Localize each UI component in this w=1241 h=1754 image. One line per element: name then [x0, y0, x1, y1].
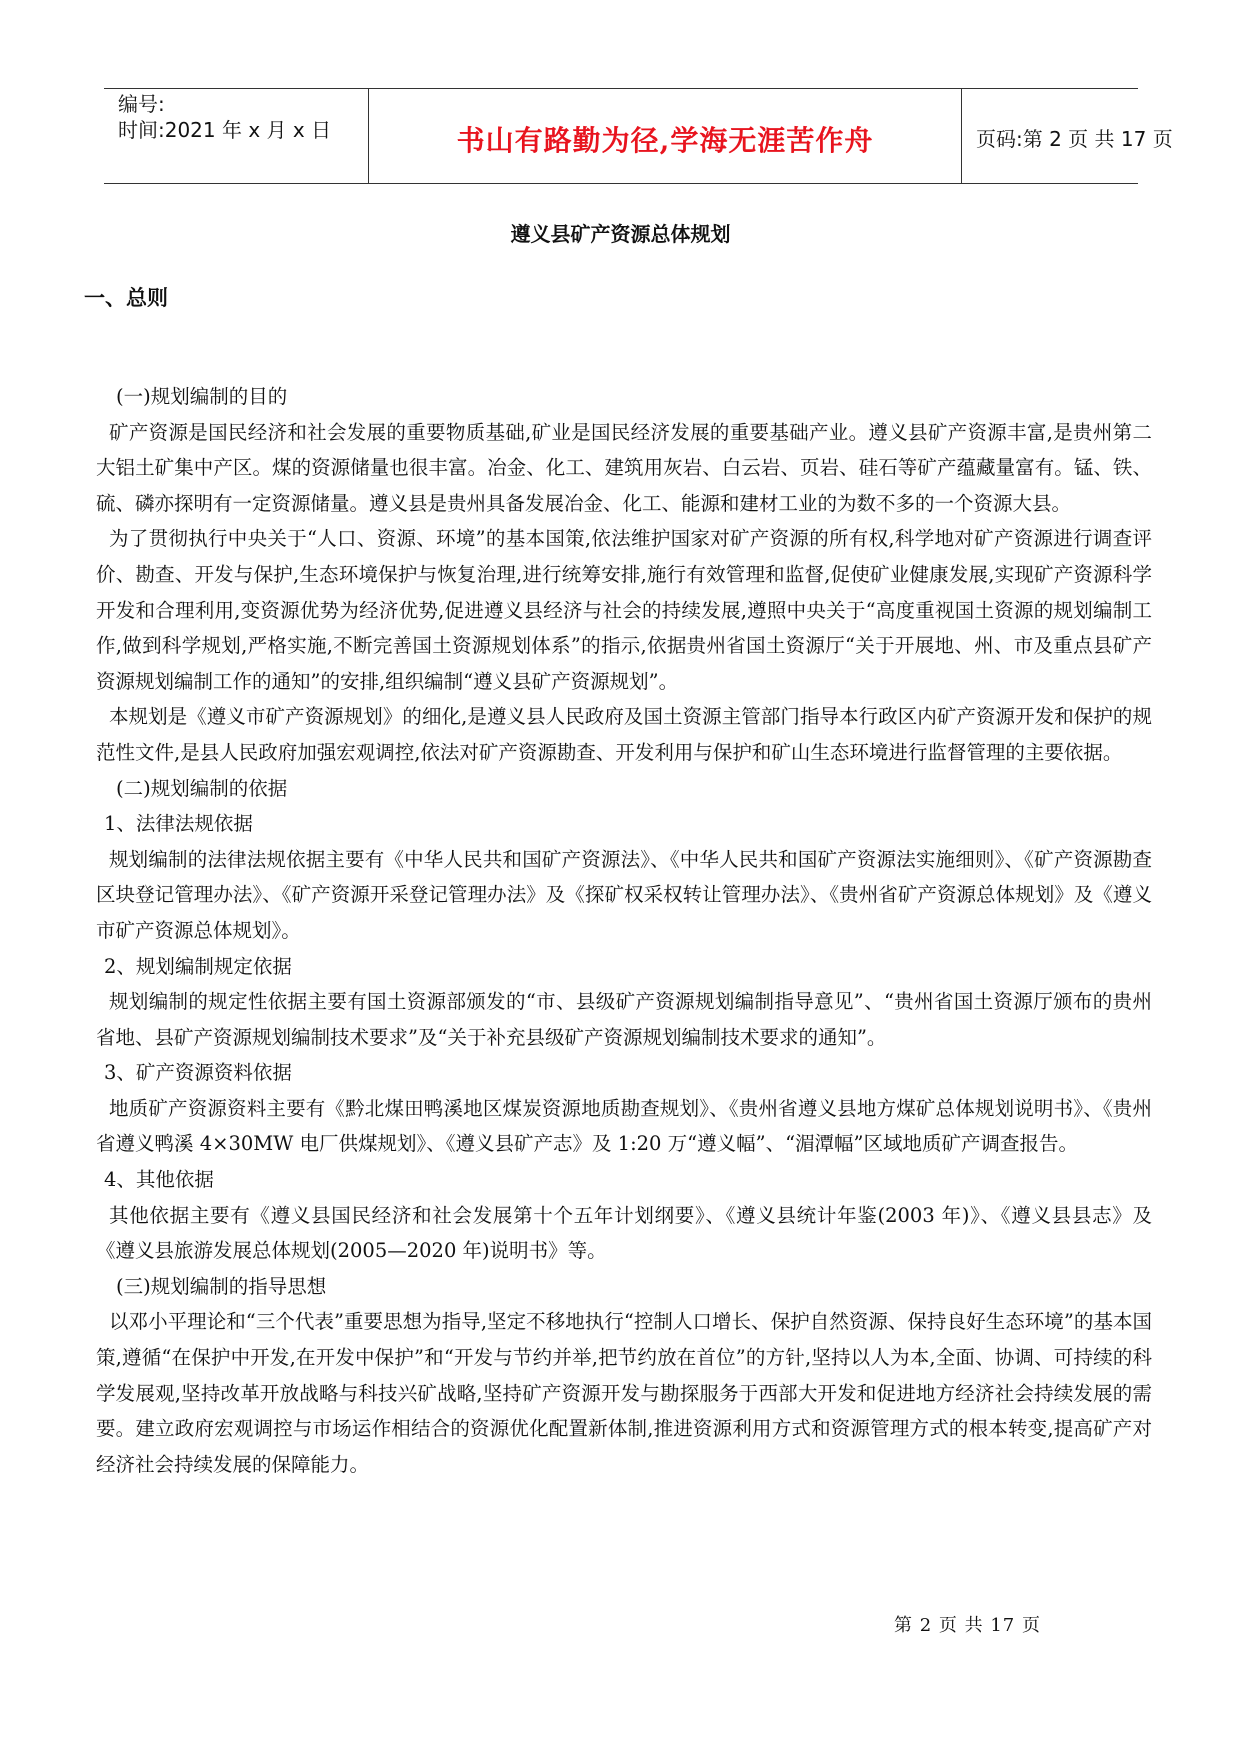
numbered-heading: 3、矿产资源资料依据	[104, 1061, 292, 1085]
paragraph: 以邓小平理论和“三个代表”重要思想为指导,坚定不移地执行“控制人口增长、保护自然资源、保持良好生态环境”的基本国策,遵循“在保护中开发,在开发中保护”和“开发与节约并举,把节约放在首位”的方针,坚持以人为本,全面、协调、可持续的科学发展观,坚持改革开放战略与科技兴矿战略,坚持矿产资源开发与勘探服务于西部大开发和促进地方经济社会持续发展的需要。建立政府宏观调控与市场运作相结合的资源优化配置新体制,推进资源利用方式和资源管理方式的根本转变,提高矿产对经济社会持续发展的保障能力。	[96, 1310, 1152, 1476]
subheading: (二)规划编制的依据	[116, 776, 288, 800]
paragraph: 规划编制的法律法规依据主要有《中华人民共和国矿产资源法》、《中华人民共和国矿产资源法实施细则》、《矿产资源勘查区块登记管理办法》、《矿产资源开采登记管理办法》及《探矿权采权转让管理办法》、《贵州省矿产资源总体规划》及《遵义市矿产资源总体规划》。	[96, 847, 1152, 942]
numbered-heading: 2、规划编制规定依据	[104, 954, 292, 978]
numbered-heading: 4、其他依据	[104, 1168, 214, 1192]
document-body	[96, 379, 1152, 1482]
paragraph: 矿产资源是国民经济和社会发展的重要物质基础,矿业是国民经济发展的重要基础产业。遵义县矿产资源丰富,是贵州第二大铝土矿集中产区。煤的资源储量也很丰富。冶金、化工、建筑用灰岩、白云岩、页岩、硅石等矿产蕴藏量富有。锰、铁、硫、磷亦探明有一定资源储量。遵义县是贵州具备发展冶金、化工、能源和建材工业的为数不多的一个资源大县。	[96, 420, 1152, 515]
header-page-cell	[962, 89, 1173, 183]
subheading: (一)规划编制的目的	[116, 385, 288, 408]
paragraph: 地质矿产资源资料主要有《黔北煤田鸭溪地区煤炭资源地质勘查规划》、《贵州省遵义县地方煤矿总体规划说明书》、《贵州省遵义鸭溪 4×30MW 电厂供煤规划》、《遵义县矿产志》及 1:20 万“遵义幅”、“湄潭幅”区域地质矿产调查报告。	[96, 1096, 1152, 1156]
subheading: (三)规划编制的指导思想	[116, 1274, 327, 1298]
paragraph: 为了贯彻执行中央关于“人口、资源、环境”的基本国策,依法维护国家对矿产资源的所有权,科学地对矿产资源进行调查评价、勘查、开发与保护,生态环境保护与恢复治理,进行统筹安排,施行有效管理和监督,促使矿业健康发展,实现矿产资源科学开发和合理利用,变资源优势为经济优势,促进遵义县经济与社会的持续发展,遵照中央关于“高度重视国土资源的规划编制工作,做到科学规划,严格实施,不断完善国土资源规划体系”的指示,依据贵州省国土资源厅“关于开展地、州、市及重点县矿产资源规划编制工作的通知”的安排,组织编制“遵义县矿产资源规划”。	[96, 527, 1152, 693]
document-header	[104, 88, 1173, 184]
header-motto: 书山有路勤为径,学海无涯苦作舟	[456, 124, 874, 157]
header-page-code: 页码:第 2 页 共 17 页	[976, 127, 1173, 151]
header-meta-cell	[104, 89, 369, 183]
paragraph: 规划编制的规定性依据主要有国土资源部颁发的“市、县级矿产资源规划编制指导意见”、“贵州省国土资源厅颁布的贵州省地、县矿产资源规划编制技术要求”及“关于补充县级矿产资源规划编制技术要求的通知”。	[96, 990, 1152, 1049]
document-title: 遵义县矿产资源总体规划	[510, 222, 731, 246]
paragraph: 其他依据主要有《遵义县国民经济和社会发展第十个五年计划纲要》、《遵义县统计年鉴(2003 年)》、《遵义县县志》及《遵义县旅游发展总体规划(2005—2020 年)说明书》等。	[96, 1203, 1152, 1263]
document-time-label: 时间:2021 年 x 月 x 日	[118, 118, 332, 142]
numbered-heading: 1、法律法规依据	[104, 812, 253, 836]
header-motto-cell	[369, 89, 962, 183]
section-heading: 一、总则	[84, 286, 168, 310]
page-footer: 第 2 页 共 17 页	[894, 1615, 1041, 1636]
paragraph: 本规划是《遵义市矿产资源规划》的细化,是遵义县人民政府及国土资源主管部门指导本行政区内矿产资源开发和保护的规范性文件,是县人民政府加强宏观调控,依法对矿产资源勘查、开发利用与保护和矿山生态环境进行监督管理的主要依据。	[96, 705, 1152, 764]
document-number-label: 编号:	[118, 92, 165, 116]
